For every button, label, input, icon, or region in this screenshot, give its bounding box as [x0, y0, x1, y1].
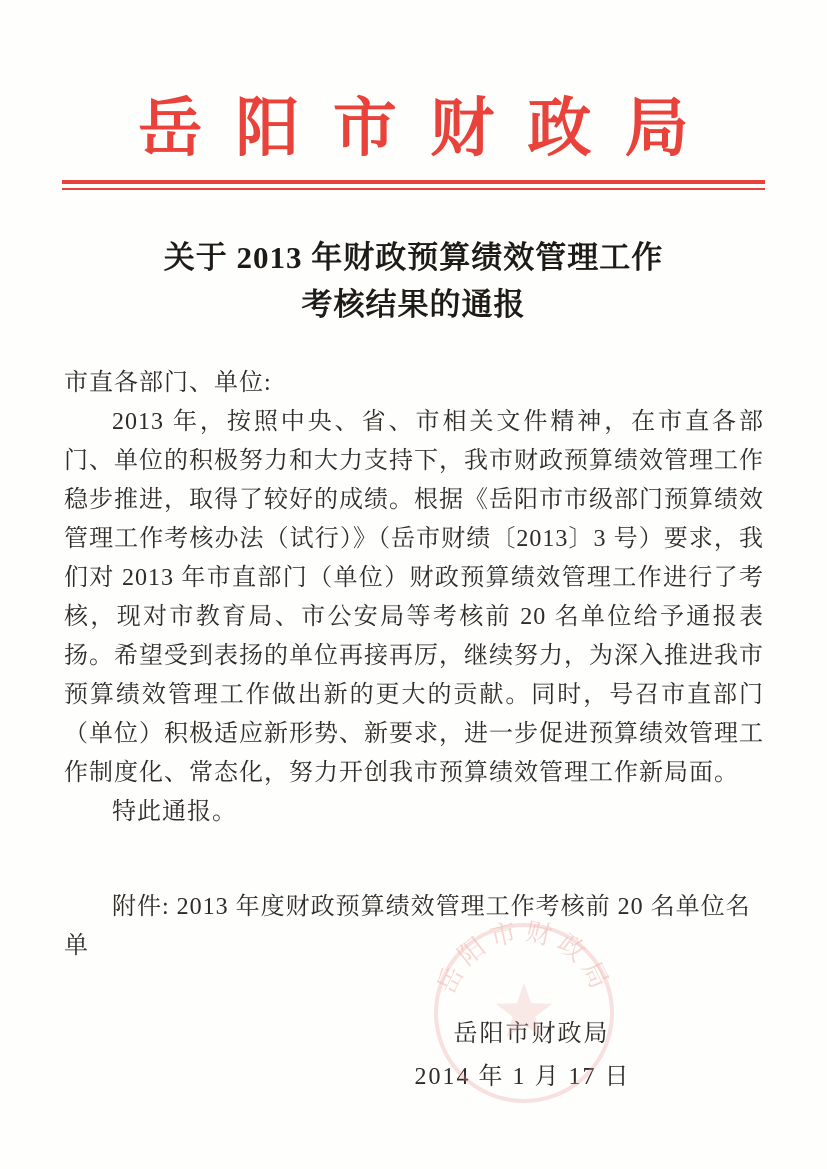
document-title-line-1: 关于 2013 年财政预算绩效管理工作 [163, 240, 664, 276]
document-title-line-2: 考核结果的通报 [301, 287, 526, 323]
red-separator-thick-line [62, 180, 765, 184]
signature-date: 2014 年 1 月 17 日 [414, 1064, 631, 1091]
body-paragraph: 2013 年，按照中央、省、市相关文件精神，在市直各部门、单位的积极努力和大力支持下，我市财政预算绩效管理工作稳步推进，取得了较好的成绩。根据《岳阳市市级部门预算绩效管理工作考核办法（试行）》（岳市财绩〔2013〕3 号）要求，我们对 2013 年市直部门（单位）财政预算绩效管理工作进行了考核，现对市教育局、市公安局等考核前 20 名单位给予通报表扬。希望受到表扬的单位再接再厉，继续努力，为深入推进我市预算绩效管理工作做出新的更大的贡献。同时，号召市直部门（单位）积极适应新形势、新要求，进一步促进预算绩效管理工作制度化、常态化，努力开创我市预算绩效管理工作新局面。 [64, 409, 764, 787]
seal-arc-text: 岳阳市财政局 [431, 916, 617, 999]
red-separator [62, 180, 765, 190]
signature-block [0, 1014, 827, 1100]
document-body [64, 364, 764, 832]
salutation: 市直各部门、单位: [64, 370, 272, 397]
red-separator-thin-line [62, 188, 765, 190]
closing-line: 特此通报。 [112, 799, 237, 826]
document-title [0, 234, 827, 328]
signature-org-name: 岳阳市财政局 [453, 1021, 610, 1048]
letterhead-org-name: 岳阳市财政局 [138, 93, 722, 164]
attachment-line: 附件: 2013 年度财政预算绩效管理工作考核前 20 名单位名单 [64, 894, 751, 960]
